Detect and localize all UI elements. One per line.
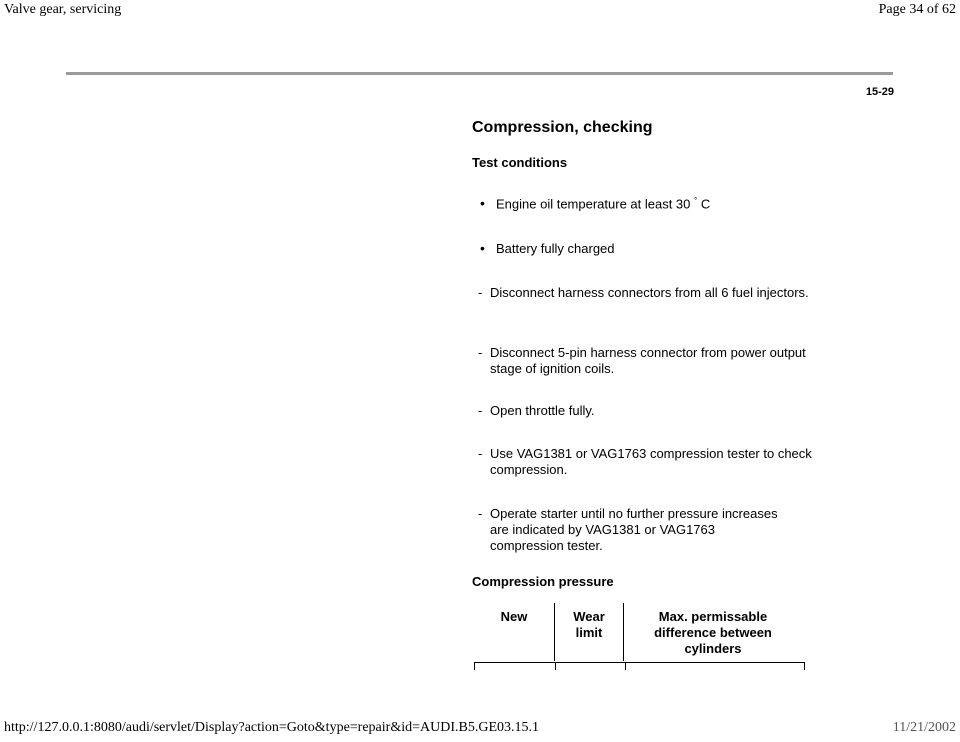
section-page-number: 15-29 (865, 86, 894, 98)
dash-marker: - (478, 506, 483, 521)
table-edge (555, 662, 556, 670)
step-item (478, 403, 818, 419)
step-item (478, 506, 778, 554)
table-edge (804, 662, 805, 670)
step-text: Operate starter until no further pressure increases are indicated by VAG1381 or VAG1763 compression tester. (490, 506, 778, 553)
page-title: Compression, checking (472, 119, 653, 136)
dash-marker: - (478, 446, 483, 461)
footer-url: http://127.0.0.1:8080/audi/servlet/Display?action=Goto&type=repair&id=AUDI.B5.GE03.15.1 (4, 720, 539, 735)
header-rule (66, 72, 893, 75)
temp-unit: C (697, 196, 711, 212)
dash-marker: - (478, 285, 483, 300)
compression-table (474, 603, 802, 661)
step-item (478, 285, 818, 301)
bullet-icon: • (480, 240, 485, 256)
col-header-max-difference: Max. permissable difference between cylinders (624, 603, 803, 661)
table-edge (474, 662, 475, 670)
test-conditions-heading: Test conditions (472, 155, 568, 170)
step-text: Open throttle fully. (490, 403, 595, 418)
step-text: Disconnect harness connectors from all 6 fuel injectors. (490, 285, 809, 300)
step-item (478, 345, 818, 377)
bullet-text: Engine oil temperature at least 30 (496, 196, 691, 212)
table-rule (474, 662, 805, 663)
col-header-new: New (500, 609, 528, 624)
bullet-text: Battery fully charged (496, 241, 615, 256)
bullet-item (480, 196, 710, 211)
table-edge (625, 662, 626, 670)
step-item (478, 446, 818, 478)
document-title: Valve gear, servicing (4, 2, 122, 17)
step-text: Disconnect 5-pin harness connector from power output stage of ignition coils. (490, 345, 806, 376)
col-header-wear-limit: Wear limit (555, 603, 624, 661)
step-text: Use VAG1381 or VAG1763 compression tester to check compression. (490, 446, 812, 477)
footer-date: 11/21/2002 (892, 720, 956, 735)
degree-mark: ° (694, 196, 698, 205)
bullet-item (480, 241, 615, 256)
compression-heading: Compression pressure (472, 574, 614, 589)
dash-marker: - (478, 345, 483, 360)
bullet-icon: • (480, 195, 485, 211)
page-indicator: Page 34 of 62 (878, 2, 956, 17)
dash-marker: - (478, 403, 483, 418)
